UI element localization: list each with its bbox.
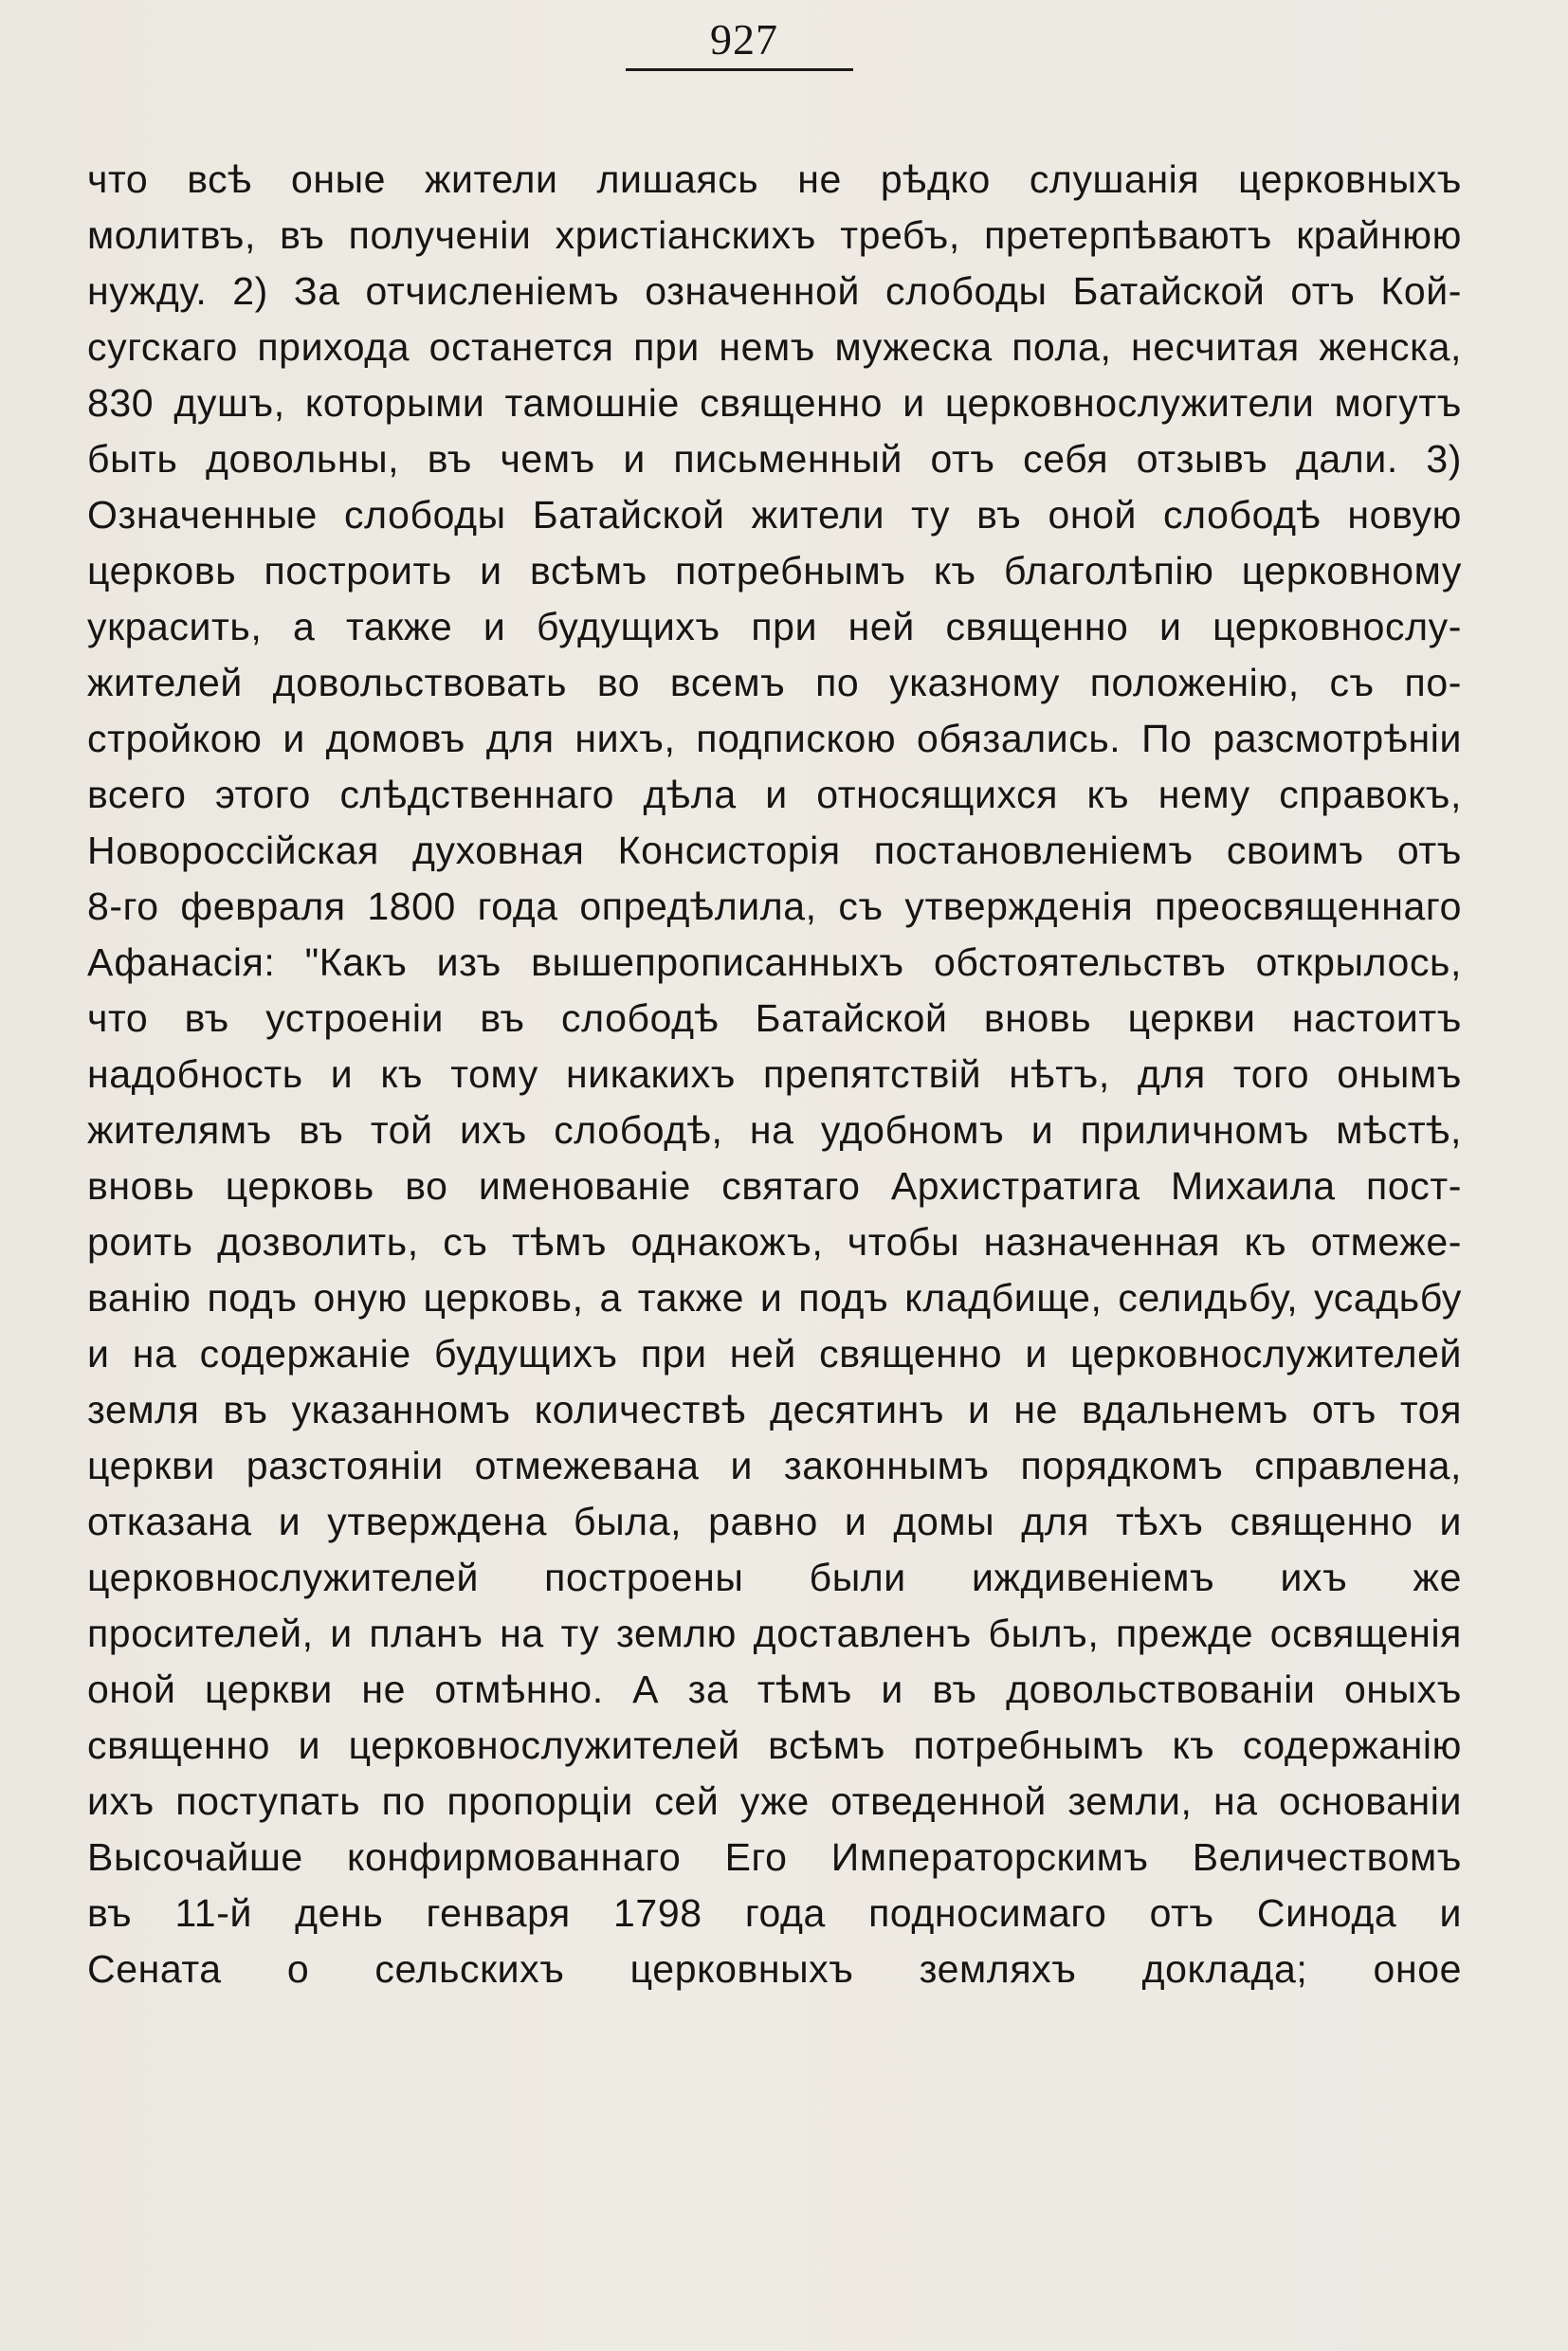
text-line: Афанасія: "Какъ изъ вышепрописанныхъ обстоятельствъ открылось, <box>87 940 1462 984</box>
text-line: и на содержаніе будущихъ при ней священно и церковнослужителей <box>87 1332 1462 1376</box>
text-line: въ 11-й день генваря 1798 года подносимаго отъ Синода и <box>87 1891 1462 1935</box>
text-line: отказана и утверждена была, равно и домы для тѣхъ священно и <box>87 1500 1462 1543</box>
text-line: быть довольны, въ чемъ и письменный отъ себя отзывъ дали. 3) <box>87 437 1462 481</box>
text-line: просителей, и планъ на ту землю доставленъ былъ, прежде освященія <box>87 1612 1462 1655</box>
text-line: сугскаго прихода останется при немъ мужеска пола, несчитая женска, <box>87 325 1462 369</box>
text-line: Сената о сельскихъ церковныхъ земляхъ доклада; оное <box>87 1947 1462 1991</box>
text-line: 8-го февраля 1800 года опредѣлила, съ утвержденія преосвященнаго <box>87 884 1462 928</box>
text-line: что въ устроеніи въ слободѣ Батайской вновь церкви настоитъ <box>87 996 1462 1040</box>
text-line: надобность и къ тому никакихъ препятствій нѣтъ, для того онымъ <box>87 1052 1462 1096</box>
text-line: Означенные слободы Батайской жители ту въ оной слободѣ новую <box>87 493 1462 537</box>
text-line: стройкою и домовъ для нихъ, подпискою обязались. По разсмотрѣніи <box>87 717 1462 760</box>
text-line: Высочайше конфирмованнаго Его Императорскимъ Величествомъ <box>87 1835 1462 1879</box>
body-text <box>87 152 1462 1997</box>
text-line: священно и церковнослужителей всѣмъ потребнымъ къ содержанію <box>87 1723 1462 1767</box>
text-line: роить дозволить, съ тѣмъ однакожъ, чтобы назначенная къ отмеже- <box>87 1220 1462 1264</box>
text-line: церковнослужителей построены были иждивеніемъ ихъ же <box>87 1556 1462 1599</box>
text-line: жителей довольствовать во всемъ по указному положенію, съ по- <box>87 661 1462 704</box>
text-line: 830 душъ, которыми тамошніе священно и церковнослужители могутъ <box>87 381 1462 425</box>
text-line: церковь построить и всѣмъ потребнымъ къ благолѣпію церковному <box>87 549 1462 592</box>
text-line: всего этого слѣдственнаго дѣла и относящихся къ нему справокъ, <box>87 773 1462 816</box>
text-line: жителямъ въ той ихъ слободѣ, на удобномъ и приличномъ мѣстѣ, <box>87 1108 1462 1152</box>
text-line: ванію подъ оную церковь, а также и подъ кладбище, селидьбу, усадьбу <box>87 1276 1462 1320</box>
text-line: Новороссійская духовная Консисторія постановленіемъ своимъ отъ <box>87 829 1462 872</box>
text-line: что всѣ оные жители лишаясь не рѣдко слушанія церковныхъ <box>87 157 1462 201</box>
page-number: 927 <box>710 15 778 64</box>
text-line: ихъ поступать по пропорціи сей уже отведенной земли, на основаніи <box>87 1779 1462 1823</box>
text-line: молитвъ, въ полученіи христіанскихъ требъ, претерпѣваютъ крайнюю <box>87 213 1462 257</box>
text-line: нужду. 2) За отчисленіемъ означенной слободы Батайской отъ Кой- <box>87 269 1462 313</box>
text-line: церкви разстояніи отмежевана и законнымъ порядкомъ справлена, <box>87 1444 1462 1487</box>
text-line: вновь церковь во именованіе святаго Архистратига Михаила пост- <box>87 1164 1462 1208</box>
text-line: земля въ указанномъ количествѣ десятинъ и не вдальнемъ отъ тоя <box>87 1388 1462 1431</box>
text-line: оной церкви не отмѣнно. А за тѣмъ и въ довольствованіи оныхъ <box>87 1668 1462 1711</box>
page-number-underline <box>626 68 853 71</box>
text-line: украсить, а также и будущихъ при ней священно и церковнослу- <box>87 605 1462 648</box>
